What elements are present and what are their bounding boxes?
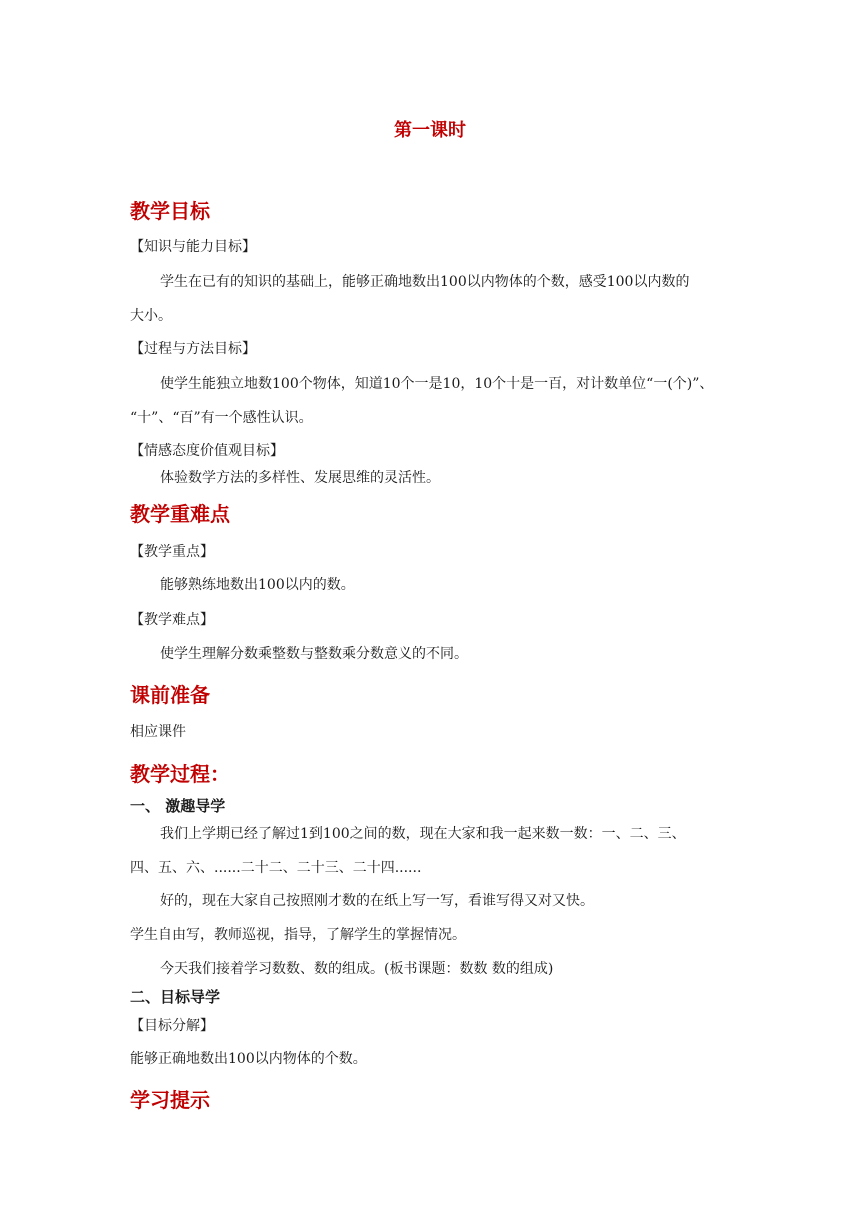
paragraph-line: 使学生理解分数乘整数与整数乘分数意义的不同。 bbox=[160, 646, 468, 662]
paragraph-line: 使学生能独立地数100个物体，知道10个一是10，10个十是一百，对计数单位“一(个)”、 bbox=[160, 376, 714, 392]
section-heading-preparation: 课前准备 bbox=[130, 683, 210, 707]
paragraph-line: 能够熟练地数出100以内的数。 bbox=[160, 577, 355, 593]
step-heading-goal-guidance: 二、目标导学 bbox=[130, 988, 221, 1006]
label-goal-breakdown: 【目标分解】 bbox=[130, 1018, 214, 1034]
section-heading-objectives: 教学目标 bbox=[130, 199, 210, 223]
paragraph-line: 我们上学期已经了解过1到100之间的数，现在大家和我一起来数一数：一、二、三、 bbox=[160, 826, 686, 842]
paragraph-line: 学生在已有的知识的基础上，能够正确地数出100以内物体的个数，感受100以内数的 bbox=[160, 274, 690, 290]
paragraph-line: 学生自由写，教师巡视，指导，了解学生的掌握情况。 bbox=[130, 927, 466, 943]
paragraph-line: “十”、“百”有一个感性认识。 bbox=[130, 410, 313, 426]
label-knowledge-goal: 【知识与能力目标】 bbox=[130, 239, 256, 255]
paragraph-line: 好的，现在大家自己按照刚才数的在纸上写一写，看谁写得又对又快。 bbox=[160, 893, 594, 909]
label-process-goal: 【过程与方法目标】 bbox=[130, 341, 256, 357]
step-heading-warmup: 一、 激趣导学 bbox=[130, 797, 226, 815]
label-key-point: 【教学重点】 bbox=[130, 544, 214, 560]
label-difficulty: 【教学难点】 bbox=[130, 612, 214, 628]
section-heading-key-points: 教学重难点 bbox=[130, 502, 230, 526]
paragraph-line: 相应课件 bbox=[130, 724, 186, 740]
label-emotion-goal: 【情感态度价值观目标】 bbox=[130, 443, 284, 459]
section-heading-study-tips: 学习提示 bbox=[130, 1088, 210, 1112]
paragraph-line: 四、五、六、......二十二、二十三、二十四...... bbox=[130, 860, 422, 876]
paragraph-line: 今天我们接着学习数数、数的组成。(板书课题：数数 数的组成) bbox=[160, 961, 554, 977]
paragraph-line: 能够正确地数出100以内物体的个数。 bbox=[130, 1051, 367, 1067]
section-heading-teaching-process: 教学过程： bbox=[130, 762, 230, 786]
page-title: 第一课时 bbox=[394, 120, 466, 141]
paragraph-line: 体验数学方法的多样性、发展思维的灵活性。 bbox=[160, 470, 440, 486]
paragraph-line: 大小。 bbox=[130, 308, 172, 324]
